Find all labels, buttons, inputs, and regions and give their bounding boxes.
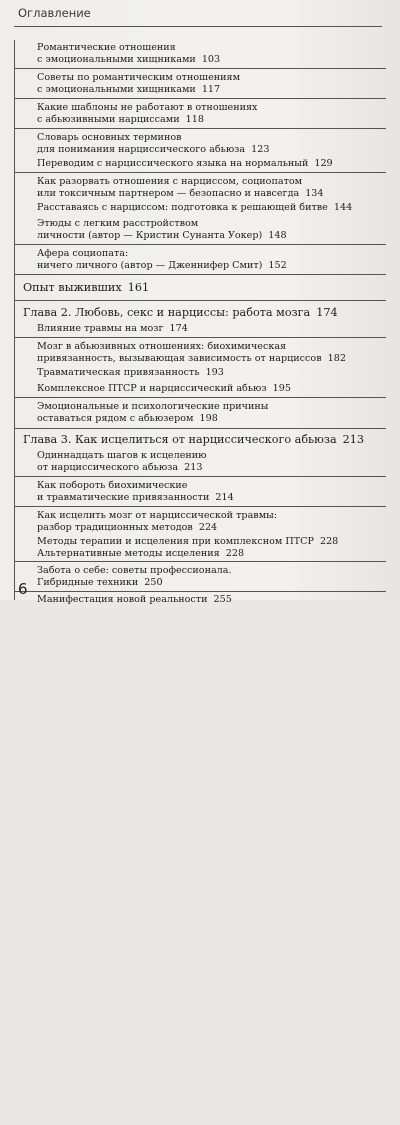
toc-entry	[15, 401, 386, 425]
toc-entry	[15, 536, 386, 548]
toc-entry	[15, 548, 386, 560]
page-header-title: Оглавление	[18, 6, 91, 20]
divider	[15, 300, 386, 301]
toc-entry	[15, 176, 386, 200]
toc-entry-text: Травматическая привязанность	[37, 367, 200, 378]
toc-entry	[15, 323, 386, 335]
toc-entry-text: Переводим с нарциссического языка на нормальный	[37, 158, 309, 169]
toc-entry-text: от нарциссического абьюза	[37, 462, 179, 473]
divider	[15, 561, 386, 562]
toc-page-number: 117	[201, 84, 221, 95]
toc-page-number: 129	[314, 158, 333, 169]
toc-page-number: 152	[268, 260, 287, 271]
toc-page-number: 213	[342, 433, 365, 446]
toc-page-number: 103	[201, 54, 221, 65]
toc-entry-text: с абьюзивными нарциссами	[37, 114, 180, 125]
toc-page-number: 144	[333, 202, 353, 213]
toc-entry	[15, 102, 386, 126]
toc-entry-text: разбор традиционных методов	[37, 522, 193, 533]
divider	[15, 397, 386, 398]
divider	[15, 506, 386, 507]
divider	[15, 244, 386, 245]
toc-chapter	[15, 306, 386, 320]
toc-entry-text: Методы терапии и исцеления при комплексном ПТСР	[37, 536, 314, 547]
toc-entry-text: Какие шаблоны не работают в отношениях	[37, 102, 258, 113]
toc-entry	[15, 383, 386, 395]
toc-continuation	[14, 565, 386, 1125]
toc-entry-text: Как побороть биохимические	[37, 480, 188, 491]
toc-entry-text: Комплексное ПТСР и нарциссический абьюз	[37, 383, 267, 394]
toc-entry	[15, 367, 386, 379]
toc-page-number: 228	[225, 548, 245, 559]
toc-entry-text: оставаться рядом с абьюзером	[37, 413, 194, 424]
toc-entry-text: личности (автор — Кристин Сунанта Уокер)	[37, 230, 263, 241]
page-number: 6	[18, 580, 28, 598]
toc-page-number: 148	[268, 230, 287, 241]
divider	[15, 274, 386, 275]
toc-entry-text: Альтернативные методы исцеления	[37, 548, 220, 559]
toc-page-number: 250	[144, 577, 163, 588]
toc-page-number: 193	[205, 367, 224, 378]
header-rule	[14, 26, 382, 27]
toc-entry-text: Словарь основных терминов	[37, 132, 182, 143]
divider	[15, 98, 386, 99]
toc-entry-text: Мозг в абьюзивных отношениях: биохимическая	[37, 341, 287, 352]
toc-entry	[15, 132, 386, 156]
toc-entry-text: для понимания нарциссического абьюза	[37, 144, 246, 155]
toc-entry	[15, 450, 386, 474]
toc-page-number: 214	[215, 492, 234, 503]
toc-entry-text: Советы по романтическим отношениям	[37, 72, 241, 83]
toc-chapter-text: Глава 3. Как исцелиться от нарциссического абьюза	[23, 433, 337, 446]
toc-page-number: 198	[199, 413, 218, 424]
toc-entry-text: Романтические отношения	[37, 42, 176, 53]
toc-entry	[15, 480, 386, 504]
toc-entry-text: и травматические привязанности	[37, 492, 210, 503]
toc-entry	[15, 510, 386, 534]
toc-entry-text: Афера социопата:	[37, 248, 129, 259]
toc-page-number: 134	[305, 188, 324, 199]
toc-entry-text: Манифестация новой реальности	[37, 594, 208, 605]
toc-chapter-text: Опыт выживших	[23, 281, 122, 294]
toc-entry	[15, 202, 386, 214]
toc-entry-text: Забота о себе: советы профессионала.	[37, 565, 232, 576]
divider	[15, 172, 386, 173]
toc-entry	[15, 218, 386, 242]
toc-page-number: 174	[316, 306, 338, 319]
toc-page-number: 255	[213, 594, 232, 605]
toc-entry-text: Расставаясь с нарциссом: подготовка к решающей битве	[37, 202, 328, 213]
toc-entry-text: Как разорвать отношения с нарциссом, социопатом	[37, 176, 303, 187]
toc-entry-text: с эмоциональными хищниками	[37, 84, 196, 95]
toc-entry	[15, 72, 386, 96]
table-of-contents	[14, 40, 386, 605]
toc-page-number: 174	[169, 323, 188, 334]
toc-page-number: 161	[127, 281, 150, 294]
toc-chapter	[15, 433, 386, 447]
divider	[15, 476, 386, 477]
toc-entry-text: ничего личного (автор — Дженнифер Смит)	[37, 260, 263, 271]
toc-page-number: 182	[327, 353, 346, 364]
toc-page-number: 195	[272, 383, 291, 394]
divider	[15, 428, 386, 429]
divider	[15, 337, 386, 338]
toc-entry	[15, 158, 386, 170]
divider	[15, 68, 386, 69]
toc-page-number: 118	[185, 114, 204, 125]
toc-page-number: 213	[184, 462, 203, 473]
toc-entry-text: привязанность, вызывающая зависимость от нарциссов	[37, 353, 322, 364]
divider	[15, 128, 386, 129]
toc-entry	[15, 341, 386, 365]
toc-entry-text: Влияние травмы на мозг	[37, 323, 164, 334]
toc-entry-text: Эмоциональные и психологические причины	[37, 401, 269, 412]
toc-entry-text: или токсичным партнером — безопасно и навсегда	[37, 188, 300, 199]
toc-entry	[15, 248, 386, 272]
toc-page-number: 224	[198, 522, 218, 533]
toc-chapter-text: Глава 2. Любовь, секс и нарциссы: работа мозга	[23, 306, 311, 319]
toc-page-number: 123	[251, 144, 270, 155]
toc-entry	[15, 42, 386, 66]
toc-entry-text: Как исцелить мозг от нарциссической травмы:	[37, 510, 278, 521]
toc-entry-text: Этюды с легким расстройством	[37, 218, 199, 229]
toc-page-number: 228	[319, 536, 339, 547]
toc-entry-text: Гибридные техники	[37, 577, 139, 588]
toc-entry-text: с эмоциональными хищниками	[37, 54, 196, 65]
toc-chapter	[15, 281, 386, 295]
toc-entry-text: Одиннадцать шагов к исцелению	[37, 450, 207, 461]
